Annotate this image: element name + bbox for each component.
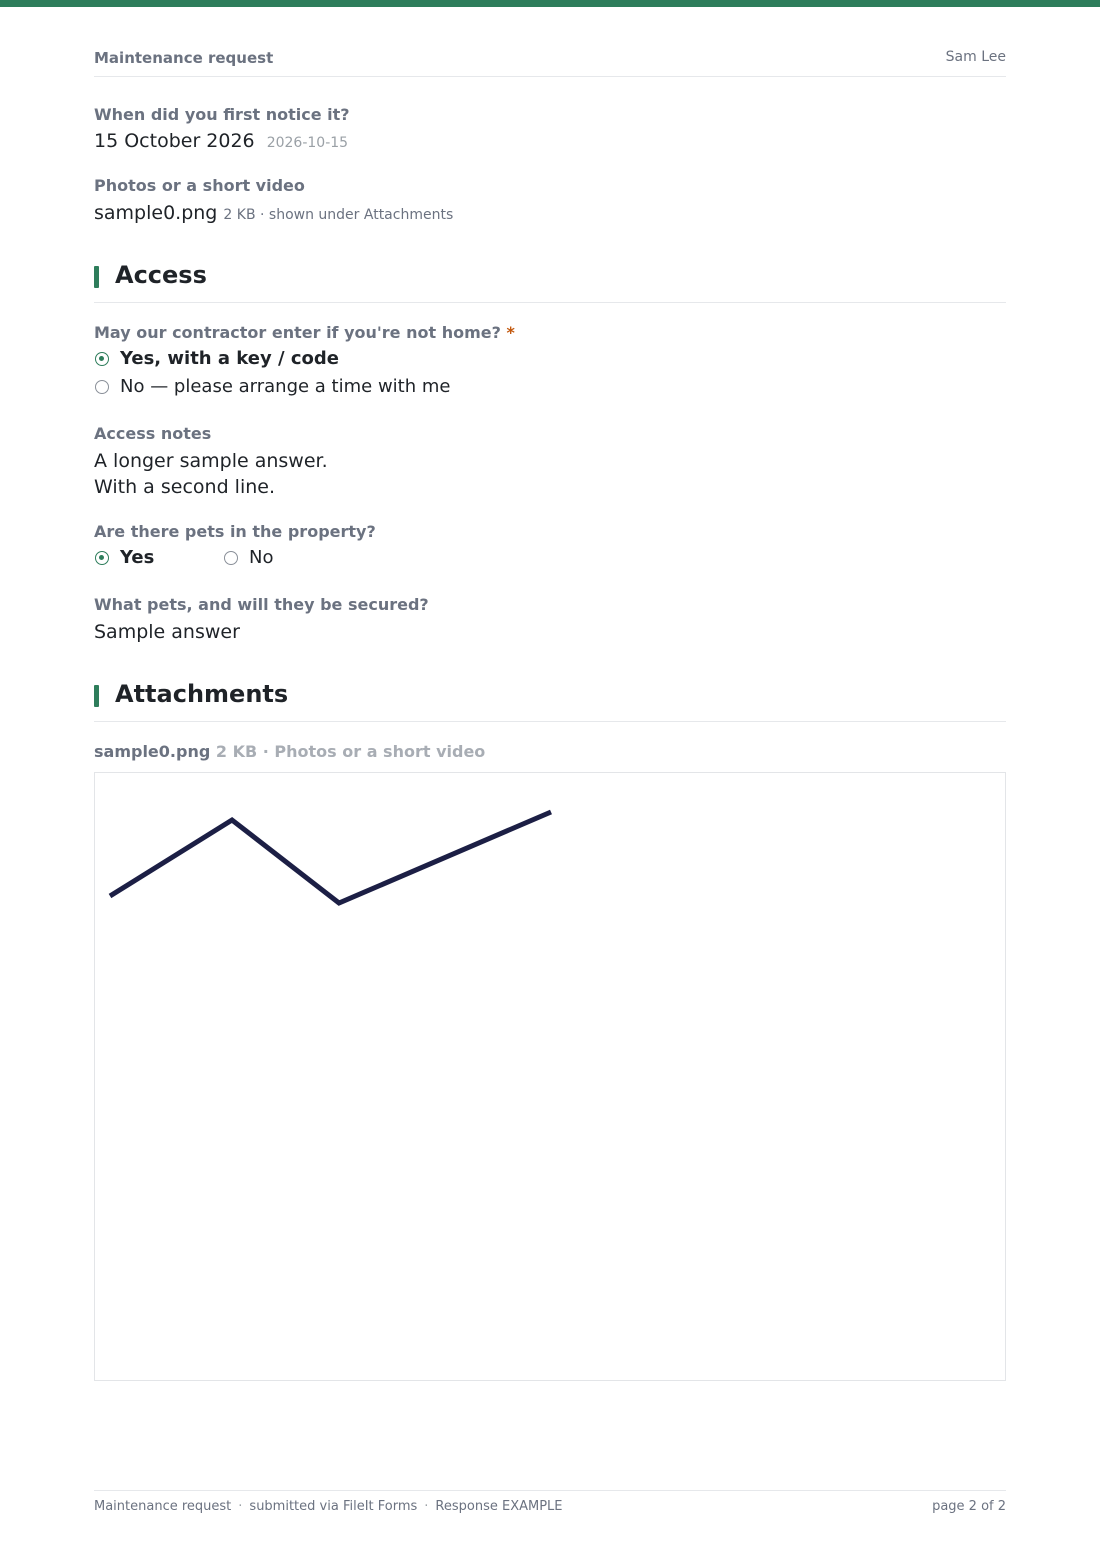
answer-first-notice xyxy=(94,130,348,152)
footer-response-id: Response EXAMPLE xyxy=(435,1499,563,1514)
radio-label: No xyxy=(249,547,274,568)
answer-photo-note: 2 KB · shown under Attachments xyxy=(223,207,454,223)
question-access-notes-label: Access notes xyxy=(94,424,212,443)
section-attachments xyxy=(94,680,1006,722)
attachment-filename: sample0.png xyxy=(94,742,211,761)
page-footer xyxy=(94,1490,1006,1521)
question-pets-label: Are there pets in the property? xyxy=(94,522,376,541)
section-marker xyxy=(94,685,99,707)
running-header xyxy=(94,48,1006,77)
question-enter-text: May our contractor enter if you're not home? xyxy=(94,323,501,342)
section-title: Access xyxy=(115,261,207,289)
question-first-notice-label: When did you first notice it? xyxy=(94,105,350,124)
form-title: Maintenance request xyxy=(94,49,274,67)
footer-form-name: Maintenance request xyxy=(94,1499,232,1514)
answer-date-iso: 2026-10-15 xyxy=(266,135,349,151)
radio-unselected-icon xyxy=(95,380,109,394)
answer-access-notes-line-1: A longer sample answer. xyxy=(94,450,328,472)
respondent-name: Sam Lee xyxy=(945,49,1006,65)
radio-selected-icon xyxy=(95,352,109,366)
attachment-preview[interactable] xyxy=(94,772,1006,1381)
answer-pets-detail: Sample answer xyxy=(94,621,240,643)
section-marker xyxy=(94,266,99,288)
question-photos-label: Photos or a short video xyxy=(94,176,305,195)
radio-selected-icon xyxy=(95,551,109,565)
page-number: page 2 of 2 xyxy=(932,1499,1006,1514)
attachment-caption xyxy=(94,742,485,761)
radio-label: No — please arrange a time with me xyxy=(120,376,451,397)
footer-info: Maintenance request · submitted via FileIt Forms · Response EXAMPLE xyxy=(94,1499,563,1514)
section-access xyxy=(94,261,1006,303)
radio-unselected-icon xyxy=(224,551,238,565)
answer-date: 15 October 2026 xyxy=(94,130,255,152)
answer-photos xyxy=(94,202,453,224)
question-enter-label xyxy=(94,323,515,342)
question-pets-detail-label: What pets, and will they be secured? xyxy=(94,595,429,614)
top-accent-bar xyxy=(0,0,1100,7)
answer-photo-filename: sample0.png xyxy=(94,202,218,224)
required-mark: * xyxy=(506,323,515,342)
attachment-meta: 2 KB · Photos or a short video xyxy=(215,742,486,761)
answer-access-notes-line-2: With a second line. xyxy=(94,476,275,498)
footer-submitted-via: submitted via FileIt Forms xyxy=(249,1499,418,1514)
radio-label: Yes xyxy=(120,547,155,568)
attachment-image xyxy=(95,773,1005,1380)
section-title: Attachments xyxy=(115,680,289,708)
sketch-stroke xyxy=(110,812,551,903)
radio-label: Yes, with a key / code xyxy=(120,348,339,369)
